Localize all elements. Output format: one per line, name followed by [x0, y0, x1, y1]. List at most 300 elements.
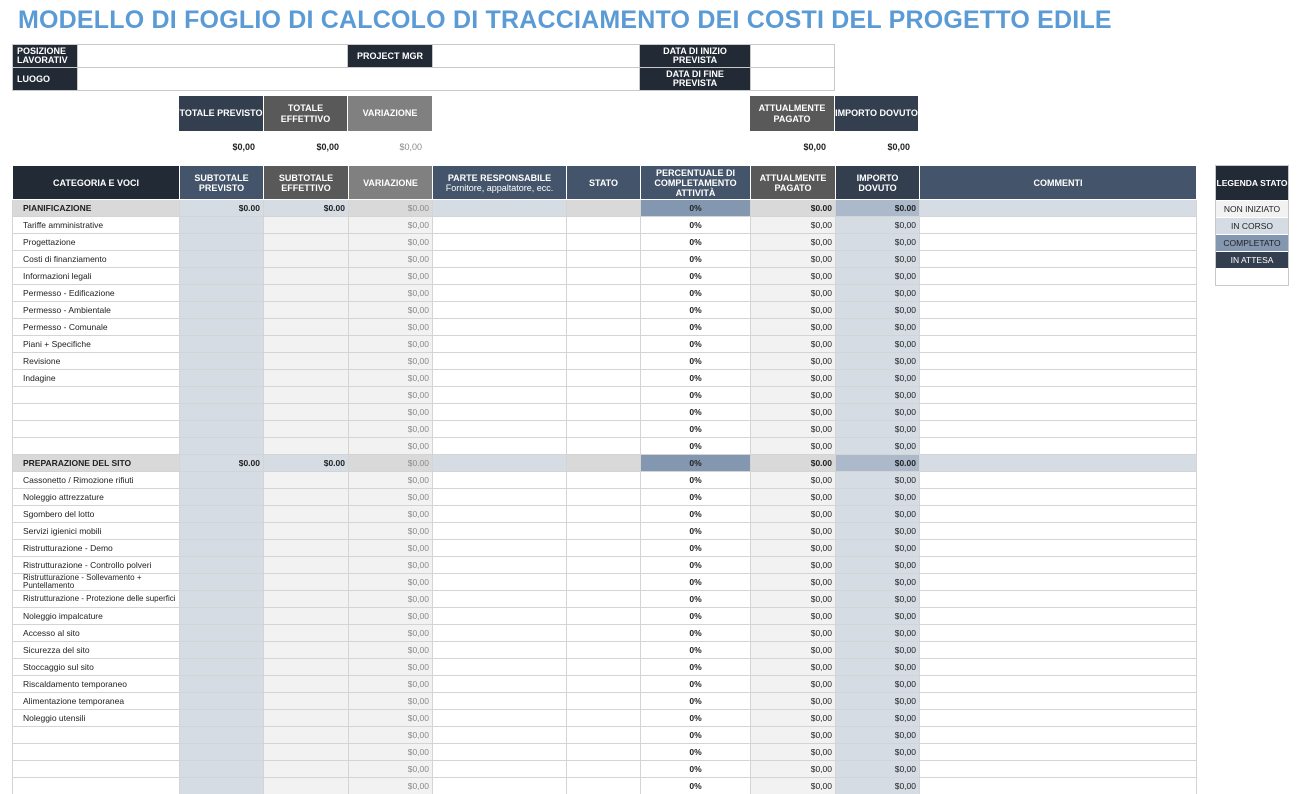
attualmente-pagato-cell[interactable]: $0,00 — [751, 642, 836, 659]
attualmente-pagato-cell[interactable]: $0,00 — [751, 557, 836, 574]
attualmente-pagato-cell[interactable]: $0,00 — [751, 370, 836, 387]
subtotale-previsto-cell[interactable] — [180, 761, 264, 778]
subtotale-previsto-cell[interactable] — [180, 336, 264, 353]
parte-responsabile-cell[interactable] — [433, 200, 567, 217]
subtotale-effettivo-cell[interactable] — [264, 268, 349, 285]
subtotale-previsto-cell[interactable] — [180, 540, 264, 557]
percentuale-cell[interactable]: 0% — [641, 591, 751, 608]
stato-cell[interactable] — [567, 506, 641, 523]
parte-responsabile-cell[interactable] — [433, 710, 567, 727]
importo-dovuto-cell: $0,00 — [836, 557, 920, 574]
attualmente-pagato-cell[interactable]: $0,00 — [751, 659, 836, 676]
subtotale-effettivo-cell[interactable] — [264, 540, 349, 557]
commenti-cell[interactable] — [920, 778, 1197, 794]
stato-cell[interactable] — [567, 540, 641, 557]
attualmente-pagato-cell[interactable]: $0,00 — [751, 285, 836, 302]
variazione-cell: $0,00 — [349, 268, 433, 285]
attualmente-pagato-cell[interactable]: $0,00 — [751, 489, 836, 506]
item-name-cell[interactable] — [13, 404, 180, 421]
item-name-cell[interactable]: Piani + Specifiche — [13, 336, 180, 353]
item-name-cell[interactable]: Permesso - Edificazione — [13, 285, 180, 302]
subtotale-effettivo-cell[interactable] — [264, 353, 349, 370]
subtotale-effettivo-cell[interactable] — [264, 710, 349, 727]
variazione-cell: $0,00 — [349, 625, 433, 642]
percentuale-cell[interactable]: 0% — [641, 761, 751, 778]
attualmente-pagato-cell[interactable]: $0,00 — [751, 353, 836, 370]
attualmente-pagato-cell[interactable]: $0,00 — [751, 540, 836, 557]
percentuale-cell[interactable]: 0% — [641, 540, 751, 557]
parte-responsabile-cell[interactable] — [433, 421, 567, 438]
commenti-cell[interactable] — [920, 489, 1197, 506]
subtotale-previsto-cell[interactable] — [180, 506, 264, 523]
parte-responsabile-cell[interactable] — [433, 251, 567, 268]
item-name-cell[interactable]: Ristrutturazione - Protezione delle superfici — [13, 591, 180, 608]
item-name-cell[interactable]: Indagine — [13, 370, 180, 387]
attualmente-pagato-cell[interactable]: $0,00 — [751, 251, 836, 268]
parte-responsabile-cell[interactable] — [433, 608, 567, 625]
parte-responsabile-cell[interactable] — [433, 727, 567, 744]
percentuale-cell[interactable]: 0% — [641, 217, 751, 234]
commenti-cell[interactable] — [920, 710, 1197, 727]
stato-cell[interactable] — [567, 421, 641, 438]
percentuale-cell[interactable]: 0% — [641, 268, 751, 285]
subtotale-effettivo-cell[interactable] — [264, 744, 349, 761]
subtotale-effettivo-cell[interactable] — [264, 370, 349, 387]
commenti-cell[interactable] — [920, 200, 1197, 217]
subtotale-previsto-cell[interactable] — [180, 574, 264, 591]
subtotale-previsto-cell[interactable] — [180, 557, 264, 574]
commenti-cell[interactable] — [920, 404, 1197, 421]
item-name-cell[interactable] — [13, 387, 180, 404]
stato-cell[interactable] — [567, 642, 641, 659]
percentuale-cell[interactable]: 0% — [641, 710, 751, 727]
attualmente-pagato-cell[interactable]: $0,00 — [751, 438, 836, 455]
subtotale-effettivo-cell[interactable] — [264, 557, 349, 574]
stato-cell[interactable] — [567, 234, 641, 251]
parte-responsabile-cell[interactable] — [433, 489, 567, 506]
subtotale-previsto-cell[interactable] — [180, 234, 264, 251]
subtotale-effettivo-cell[interactable] — [264, 642, 349, 659]
stato-cell[interactable] — [567, 387, 641, 404]
item-name-cell[interactable] — [13, 438, 180, 455]
item-name-cell[interactable]: Accesso al sito — [13, 625, 180, 642]
percentuale-cell[interactable]: 0% — [641, 557, 751, 574]
subtotale-effettivo-cell[interactable] — [264, 251, 349, 268]
stato-cell[interactable] — [567, 727, 641, 744]
attualmente-pagato-cell[interactable]: $0,00 — [751, 608, 836, 625]
commenti-cell[interactable] — [920, 557, 1197, 574]
subtotale-previsto-cell[interactable] — [180, 217, 264, 234]
commenti-cell[interactable] — [920, 472, 1197, 489]
stato-cell[interactable] — [567, 319, 641, 336]
commenti-cell[interactable] — [920, 285, 1197, 302]
percentuale-cell[interactable]: 0% — [641, 353, 751, 370]
attualmente-pagato-cell[interactable]: $0,00 — [751, 761, 836, 778]
attualmente-pagato-cell[interactable]: $0,00 — [751, 778, 836, 794]
parte-responsabile-cell[interactable] — [433, 234, 567, 251]
item-name-cell[interactable]: Tariffe amministrative — [13, 217, 180, 234]
commenti-cell[interactable] — [920, 693, 1197, 710]
commenti-cell[interactable] — [920, 302, 1197, 319]
subtotale-previsto-cell[interactable] — [180, 438, 264, 455]
subtotale-effettivo-cell[interactable] — [264, 404, 349, 421]
commenti-cell[interactable] — [920, 251, 1197, 268]
item-name-cell[interactable]: Sicurezza del sito — [13, 642, 180, 659]
item-name-cell[interactable]: PREPARAZIONE DEL SITO — [13, 455, 180, 472]
variazione-cell: $0,00 — [349, 353, 433, 370]
commenti-cell[interactable] — [920, 727, 1197, 744]
attualmente-pagato-cell[interactable]: $0,00 — [751, 744, 836, 761]
subtotale-effettivo-cell[interactable] — [264, 285, 349, 302]
subtotale-effettivo-cell[interactable] — [264, 693, 349, 710]
percentuale-cell[interactable]: 0% — [641, 489, 751, 506]
parte-responsabile-cell[interactable] — [433, 472, 567, 489]
parte-responsabile-cell[interactable] — [433, 455, 567, 472]
item-name-cell[interactable]: Sgombero del lotto — [13, 506, 180, 523]
importo-dovuto-cell: $0,00 — [836, 302, 920, 319]
percentuale-cell[interactable]: 0% — [641, 370, 751, 387]
attualmente-pagato-cell[interactable]: $0,00 — [751, 574, 836, 591]
attualmente-pagato-cell[interactable]: $0,00 — [751, 336, 836, 353]
parte-responsabile-cell[interactable] — [433, 370, 567, 387]
percentuale-cell[interactable]: 0% — [641, 421, 751, 438]
subtotale-previsto-cell[interactable] — [180, 523, 264, 540]
subtotale-previsto-cell[interactable] — [180, 285, 264, 302]
subtotale-previsto-cell[interactable] — [180, 302, 264, 319]
stato-cell[interactable] — [567, 676, 641, 693]
attualmente-pagato-cell[interactable]: $0,00 — [751, 506, 836, 523]
subtotale-previsto-cell[interactable] — [180, 659, 264, 676]
stato-cell[interactable] — [567, 200, 641, 217]
percentuale-cell[interactable]: 0% — [641, 302, 751, 319]
parte-responsabile-cell[interactable] — [433, 438, 567, 455]
item-name-cell[interactable]: Stoccaggio sul sito — [13, 659, 180, 676]
subtotale-previsto-cell[interactable] — [180, 353, 264, 370]
item-name-cell[interactable] — [13, 727, 180, 744]
stato-cell[interactable] — [567, 761, 641, 778]
percentuale-cell[interactable]: 0% — [641, 404, 751, 421]
item-name-cell[interactable]: Costi di finanziamento — [13, 251, 180, 268]
subtotale-previsto-cell[interactable] — [180, 489, 264, 506]
subtotale-effettivo-cell[interactable] — [264, 625, 349, 642]
importo-dovuto-cell: $0,00 — [836, 693, 920, 710]
subtotale-effettivo-cell[interactable] — [264, 506, 349, 523]
subtotale-effettivo-cell[interactable] — [264, 217, 349, 234]
item-name-cell[interactable] — [13, 744, 180, 761]
commenti-cell[interactable] — [920, 642, 1197, 659]
parte-responsabile-cell[interactable] — [433, 336, 567, 353]
subtotale-effettivo-cell[interactable] — [264, 234, 349, 251]
commenti-cell[interactable] — [920, 336, 1197, 353]
item-name-cell[interactable]: Informazioni legali — [13, 268, 180, 285]
subtotale-effettivo-cell[interactable] — [264, 761, 349, 778]
subtotale-effettivo-cell[interactable] — [264, 336, 349, 353]
subtotale-effettivo-cell[interactable] — [264, 438, 349, 455]
percentuale-cell[interactable]: 0% — [641, 625, 751, 642]
stato-cell[interactable] — [567, 455, 641, 472]
variazione-cell: $0,00 — [349, 438, 433, 455]
stato-cell[interactable] — [567, 217, 641, 234]
parte-responsabile-cell[interactable] — [433, 693, 567, 710]
item-name-cell[interactable]: Alimentazione temporanea — [13, 693, 180, 710]
subtotale-previsto-cell[interactable] — [180, 387, 264, 404]
attualmente-pagato-cell[interactable]: $0,00 — [751, 421, 836, 438]
item-name-cell[interactable]: Noleggio attrezzature — [13, 489, 180, 506]
item-name-cell[interactable] — [13, 421, 180, 438]
stato-cell[interactable] — [567, 710, 641, 727]
subtotale-effettivo-cell[interactable] — [264, 727, 349, 744]
commenti-cell[interactable] — [920, 421, 1197, 438]
parte-responsabile-cell[interactable] — [433, 778, 567, 794]
item-name-cell[interactable] — [13, 778, 180, 794]
parte-responsabile-cell[interactable] — [433, 285, 567, 302]
commenti-cell[interactable] — [920, 387, 1197, 404]
item-name-cell[interactable]: Noleggio utensili — [13, 710, 180, 727]
stato-cell[interactable] — [567, 591, 641, 608]
percentuale-cell[interactable]: 0% — [641, 642, 751, 659]
stato-cell[interactable] — [567, 285, 641, 302]
percentuale-cell[interactable]: 0% — [641, 676, 751, 693]
totale-previsto-label: TOTALE PREVISTO — [179, 96, 263, 131]
item-name-cell[interactable]: Noleggio impalcature — [13, 608, 180, 625]
attualmente-pagato-cell[interactable]: $0,00 — [751, 234, 836, 251]
stato-cell[interactable] — [567, 404, 641, 421]
attualmente-pagato-cell[interactable]: $0,00 — [751, 472, 836, 489]
project-mgr-field[interactable] — [433, 45, 640, 68]
subtotale-previsto-cell[interactable] — [180, 693, 264, 710]
subtotale-effettivo-cell[interactable]: $0.00 — [264, 455, 349, 472]
subtotale-effettivo-cell[interactable] — [264, 608, 349, 625]
subtotale-effettivo-cell[interactable] — [264, 472, 349, 489]
parte-responsabile-cell[interactable] — [433, 591, 567, 608]
parte-responsabile-cell[interactable] — [433, 404, 567, 421]
attualmente-pagato-cell[interactable]: $0,00 — [751, 591, 836, 608]
percentuale-cell[interactable]: 0% — [641, 455, 751, 472]
percentuale-cell[interactable]: 0% — [641, 319, 751, 336]
percentuale-cell[interactable]: 0% — [641, 387, 751, 404]
subtotale-previsto-cell[interactable] — [180, 642, 264, 659]
percentuale-cell[interactable]: 0% — [641, 727, 751, 744]
commenti-cell[interactable] — [920, 217, 1197, 234]
stato-cell[interactable] — [567, 251, 641, 268]
subtotale-effettivo-cell[interactable] — [264, 319, 349, 336]
percentuale-cell[interactable]: 0% — [641, 608, 751, 625]
subtotale-effettivo-cell[interactable]: $0.00 — [264, 200, 349, 217]
parte-responsabile-cell[interactable] — [433, 523, 567, 540]
stato-cell[interactable] — [567, 472, 641, 489]
stato-cell[interactable] — [567, 523, 641, 540]
item-name-cell[interactable]: Permesso - Ambientale — [13, 302, 180, 319]
commenti-cell[interactable] — [920, 540, 1197, 557]
percentuale-cell[interactable]: 0% — [641, 523, 751, 540]
percentuale-cell[interactable]: 0% — [641, 693, 751, 710]
luogo-field[interactable] — [78, 68, 640, 91]
parte-responsabile-cell[interactable] — [433, 574, 567, 591]
commenti-cell[interactable] — [920, 353, 1197, 370]
item-name-cell[interactable]: Servizi igienici mobili — [13, 523, 180, 540]
data-fine-field[interactable] — [751, 68, 835, 91]
percentuale-cell[interactable]: 0% — [641, 336, 751, 353]
commenti-cell[interactable] — [920, 523, 1197, 540]
stato-cell[interactable] — [567, 438, 641, 455]
percentuale-cell[interactable]: 0% — [641, 778, 751, 794]
item-name-cell[interactable]: Cassonetto / Rimozione rifiuti — [13, 472, 180, 489]
subtotale-previsto-cell[interactable] — [180, 676, 264, 693]
parte-responsabile-cell[interactable] — [433, 659, 567, 676]
parte-responsabile-cell[interactable] — [433, 268, 567, 285]
percentuale-cell[interactable]: 0% — [641, 744, 751, 761]
item-name-cell[interactable] — [13, 761, 180, 778]
attualmente-pagato-cell[interactable]: $0,00 — [751, 727, 836, 744]
subtotale-effettivo-cell[interactable] — [264, 302, 349, 319]
parte-responsabile-cell[interactable] — [433, 744, 567, 761]
item-name-cell[interactable]: Ristrutturazione - Demo — [13, 540, 180, 557]
parte-responsabile-cell[interactable] — [433, 506, 567, 523]
legend-empty-row — [1216, 268, 1288, 285]
parte-responsabile-cell[interactable] — [433, 302, 567, 319]
commenti-cell[interactable] — [920, 234, 1197, 251]
stato-cell[interactable] — [567, 268, 641, 285]
commenti-cell[interactable] — [920, 574, 1197, 591]
percentuale-cell[interactable]: 0% — [641, 506, 751, 523]
percentuale-cell[interactable]: 0% — [641, 659, 751, 676]
stato-cell[interactable] — [567, 302, 641, 319]
subtotale-previsto-cell[interactable]: $0.00 — [180, 455, 264, 472]
subtotale-previsto-cell[interactable] — [180, 421, 264, 438]
subtotale-previsto-cell[interactable] — [180, 778, 264, 794]
posizione-field[interactable] — [78, 45, 348, 68]
stato-cell[interactable] — [567, 778, 641, 794]
parte-responsabile-cell[interactable] — [433, 642, 567, 659]
subtotale-effettivo-cell[interactable] — [264, 421, 349, 438]
percentuale-cell[interactable]: 0% — [641, 472, 751, 489]
percentuale-cell[interactable]: 0% — [641, 438, 751, 455]
parte-responsabile-cell[interactable] — [433, 557, 567, 574]
stato-cell[interactable] — [567, 744, 641, 761]
attualmente-pagato-cell[interactable]: $0,00 — [751, 217, 836, 234]
subtotale-previsto-cell[interactable] — [180, 404, 264, 421]
item-name-cell[interactable]: Riscaldamento temporaneo — [13, 676, 180, 693]
subtotale-previsto-cell[interactable] — [180, 710, 264, 727]
stato-cell[interactable] — [567, 608, 641, 625]
parte-responsabile-cell[interactable] — [433, 676, 567, 693]
attualmente-pagato-cell[interactable]: $0,00 — [751, 710, 836, 727]
subtotale-effettivo-cell[interactable] — [264, 591, 349, 608]
subtotale-previsto-cell[interactable]: $0.00 — [180, 200, 264, 217]
commenti-cell[interactable] — [920, 591, 1197, 608]
subtotale-effettivo-cell[interactable] — [264, 523, 349, 540]
commenti-cell[interactable] — [920, 659, 1197, 676]
commenti-cell[interactable] — [920, 761, 1197, 778]
parte-responsabile-cell[interactable] — [433, 387, 567, 404]
commenti-cell[interactable] — [920, 744, 1197, 761]
data-inizio-field[interactable] — [751, 45, 835, 68]
stato-cell[interactable] — [567, 336, 641, 353]
stato-cell[interactable] — [567, 574, 641, 591]
commenti-cell[interactable] — [920, 506, 1197, 523]
subtotale-effettivo-cell[interactable] — [264, 574, 349, 591]
attualmente-pagato-cell[interactable]: $0,00 — [751, 625, 836, 642]
item-name-cell[interactable]: Permesso - Comunale — [13, 319, 180, 336]
parte-responsabile-cell[interactable] — [433, 353, 567, 370]
subtotale-effettivo-cell[interactable] — [264, 659, 349, 676]
status-legend — [1215, 165, 1289, 286]
item-name-cell[interactable]: Progettazione — [13, 234, 180, 251]
attualmente-pagato-cell[interactable]: $0,00 — [751, 404, 836, 421]
attualmente-pagato-cell[interactable]: $0.00 — [751, 200, 836, 217]
table-row — [13, 778, 1197, 794]
stato-cell[interactable] — [567, 353, 641, 370]
subtotale-previsto-cell[interactable] — [180, 744, 264, 761]
stato-cell[interactable] — [567, 659, 641, 676]
commenti-cell[interactable] — [920, 455, 1197, 472]
subtotale-effettivo-cell[interactable] — [264, 676, 349, 693]
subtotale-previsto-cell[interactable] — [180, 727, 264, 744]
parte-responsabile-cell[interactable] — [433, 761, 567, 778]
attualmente-pagato-cell[interactable]: $0,00 — [751, 676, 836, 693]
subtotale-previsto-cell[interactable] — [180, 268, 264, 285]
subtotale-previsto-cell[interactable] — [180, 472, 264, 489]
percentuale-cell[interactable]: 0% — [641, 234, 751, 251]
attualmente-pagato-cell[interactable]: $0,00 — [751, 268, 836, 285]
commenti-cell[interactable] — [920, 608, 1197, 625]
percentuale-cell[interactable]: 0% — [641, 251, 751, 268]
stato-cell[interactable] — [567, 557, 641, 574]
stato-cell[interactable] — [567, 370, 641, 387]
subtotale-previsto-cell[interactable] — [180, 625, 264, 642]
subtotale-previsto-cell[interactable] — [180, 591, 264, 608]
commenti-cell[interactable] — [920, 625, 1197, 642]
subtotale-effettivo-cell[interactable] — [264, 778, 349, 794]
subtotale-previsto-cell[interactable] — [180, 608, 264, 625]
commenti-cell[interactable] — [920, 319, 1197, 336]
attualmente-pagato-cell[interactable]: $0,00 — [751, 319, 836, 336]
percentuale-cell[interactable]: 0% — [641, 285, 751, 302]
table-row — [13, 761, 1197, 778]
subtotale-previsto-cell[interactable] — [180, 251, 264, 268]
stato-cell[interactable] — [567, 625, 641, 642]
subtotale-effettivo-cell[interactable] — [264, 489, 349, 506]
attualmente-pagato-cell[interactable]: $0,00 — [751, 387, 836, 404]
attualmente-pagato-cell[interactable]: $0.00 — [751, 455, 836, 472]
attualmente-pagato-cell[interactable]: $0,00 — [751, 523, 836, 540]
item-name-cell[interactable]: Revisione — [13, 353, 180, 370]
item-name-cell[interactable]: Ristrutturazione - Controllo polveri — [13, 557, 180, 574]
parte-responsabile-cell[interactable] — [433, 540, 567, 557]
subtotale-effettivo-cell[interactable] — [264, 387, 349, 404]
subtotale-previsto-cell[interactable] — [180, 370, 264, 387]
commenti-cell[interactable] — [920, 438, 1197, 455]
subtotale-previsto-cell[interactable] — [180, 319, 264, 336]
parte-responsabile-cell[interactable] — [433, 217, 567, 234]
variazione-label: VARIAZIONE — [348, 96, 432, 131]
legend-item: COMPLETATO — [1216, 234, 1288, 251]
stato-cell[interactable] — [567, 489, 641, 506]
percentuale-cell[interactable]: 0% — [641, 574, 751, 591]
parte-responsabile-cell[interactable] — [433, 319, 567, 336]
percentuale-cell[interactable]: 0% — [641, 200, 751, 217]
commenti-cell[interactable] — [920, 370, 1197, 387]
parte-responsabile-cell[interactable] — [433, 625, 567, 642]
attualmente-pagato-cell[interactable]: $0,00 — [751, 302, 836, 319]
commenti-cell[interactable] — [920, 676, 1197, 693]
item-name-cell[interactable]: Ristrutturazione - Sollevamento + Puntellamento — [13, 574, 180, 591]
attualmente-pagato-cell[interactable]: $0,00 — [751, 693, 836, 710]
item-name-cell[interactable]: PIANIFICAZIONE — [13, 200, 180, 217]
stato-cell[interactable] — [567, 693, 641, 710]
commenti-cell[interactable] — [920, 268, 1197, 285]
variazione-cell: $0.00 — [349, 455, 433, 472]
